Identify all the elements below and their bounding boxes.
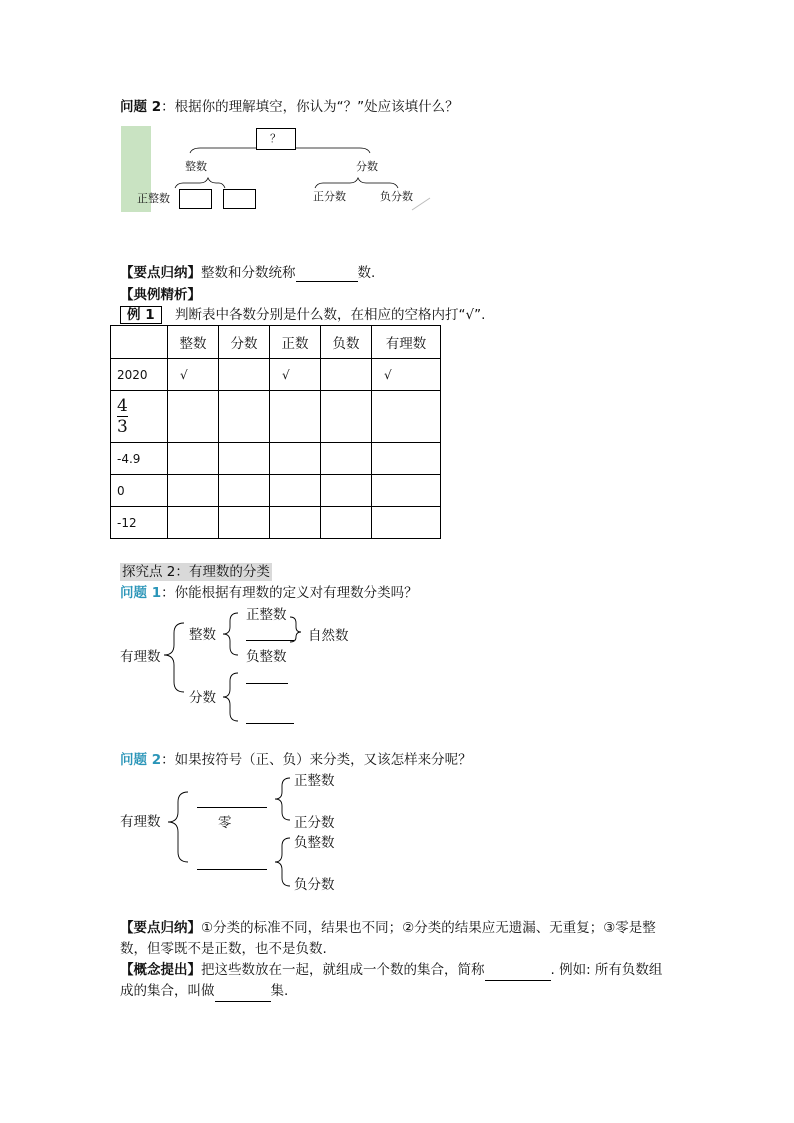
table-cell[interactable] — [270, 475, 321, 507]
question-text: ：你能根据有理数的定义对有理数分类吗？ — [161, 585, 418, 601]
summary-line-2: 数，但零既不是正数，也不是负数. — [120, 941, 327, 957]
fraction-four-thirds — [117, 397, 128, 436]
blank-box-2[interactable] — [223, 189, 256, 209]
tree2-zero: 零 — [218, 815, 232, 831]
table-cell[interactable] — [321, 507, 372, 539]
label-pos-integer: 正整数 — [137, 192, 170, 205]
table-cell[interactable] — [321, 443, 372, 475]
table-row — [111, 507, 441, 539]
question-1 — [120, 584, 418, 602]
summary-line-1: ①分类的标准不同，结果也不同；②分类的结果应无遗漏、无重复；③零是整 — [201, 920, 656, 936]
table-cell[interactable] — [168, 475, 219, 507]
concept-text-before: 把这些数放在一起，就组成一个数的集合，简称 — [201, 962, 485, 978]
summary-label: 【要点归纳】 — [120, 265, 201, 281]
row-label: -4.9 — [111, 443, 168, 475]
concept-text-mid: . 例如: 所有负数组 — [550, 962, 663, 978]
explore-heading: 探究点 2：有理数的分类 — [122, 564, 270, 580]
row-label — [111, 391, 168, 443]
table-cell[interactable] — [168, 507, 219, 539]
question-2-top — [120, 98, 459, 116]
summary-2 — [120, 918, 656, 960]
table-row — [111, 359, 441, 391]
brace-negative — [275, 838, 290, 886]
table-cell[interactable] — [168, 443, 219, 475]
label-pos-fraction: 正分数 — [313, 190, 346, 203]
tree1-neg-integer: 负整数 — [246, 649, 287, 665]
classification-table — [110, 325, 441, 539]
table-cell[interactable] — [168, 391, 219, 443]
tree1-blank-1[interactable] — [246, 670, 288, 684]
summary-label: 【要点归纳】 — [120, 920, 201, 936]
row-label: 0 — [111, 475, 168, 507]
row-label: -12 — [111, 507, 168, 539]
tree1-blank-2[interactable] — [246, 710, 294, 724]
concept-blank-1[interactable] — [485, 966, 551, 981]
brace-root — [168, 792, 188, 862]
brace-root — [164, 623, 184, 692]
tree1-root: 有理数 — [120, 649, 161, 665]
tree2-neg-integer: 负整数 — [294, 835, 335, 851]
table-cell[interactable] — [372, 507, 441, 539]
table-cell[interactable] — [219, 359, 270, 391]
tree2-pos-integer: 正整数 — [294, 773, 335, 789]
tree2-blank-positive[interactable] — [197, 794, 267, 808]
table-cell[interactable]: √ — [168, 359, 219, 391]
example-text: 判断表中各数分别是什么数，在相应的空格内打“√”. — [175, 307, 486, 323]
tree1-integer: 整数 — [189, 627, 216, 643]
tree1-fraction: 分数 — [189, 690, 216, 706]
table-cell[interactable] — [372, 475, 441, 507]
row-label: 2020 — [111, 359, 168, 391]
header-cell: 整数 — [168, 326, 219, 359]
concept-label: 【概念提出】 — [120, 962, 201, 978]
table-row — [111, 475, 441, 507]
brace-fraction — [223, 673, 238, 721]
header-cell — [111, 326, 168, 359]
tree2-blank-negative[interactable] — [197, 856, 267, 870]
tree2-root: 有理数 — [120, 814, 161, 830]
question-mark: ？ — [270, 132, 281, 145]
blank-box-1[interactable] — [179, 189, 212, 209]
table-cell[interactable] — [219, 475, 270, 507]
summary-blank[interactable] — [296, 267, 358, 282]
table-cell[interactable] — [321, 391, 372, 443]
tree2-pos-fraction: 正分数 — [294, 815, 335, 831]
tree1-pos-integer: 正整数 — [246, 607, 287, 623]
concept-paragraph — [120, 960, 662, 1002]
question-text: ：根据你的理解填空，你认为“？”处应该填什么？ — [161, 99, 459, 115]
decorative-line — [412, 198, 430, 210]
summary-1 — [120, 264, 375, 282]
header-cell: 有理数 — [372, 326, 441, 359]
tree1-natural: 自然数 — [308, 628, 349, 644]
fraction-denominator: 3 — [117, 417, 128, 437]
header-cell: 正数 — [270, 326, 321, 359]
table-cell[interactable] — [270, 507, 321, 539]
table-cell[interactable] — [321, 359, 372, 391]
table-cell[interactable] — [321, 475, 372, 507]
table-cell[interactable] — [219, 507, 270, 539]
label-fraction: 分数 — [356, 160, 378, 173]
table-cell[interactable] — [270, 391, 321, 443]
question-label: 问题 1 — [120, 585, 162, 601]
tree1-blank-zero[interactable] — [246, 627, 294, 641]
question-2 — [120, 751, 472, 769]
label-integer: 整数 — [185, 160, 207, 173]
table-header-row — [111, 326, 441, 359]
example-badge: 例 1 — [120, 306, 162, 324]
table-cell[interactable]: √ — [372, 359, 441, 391]
table-cell[interactable] — [372, 443, 441, 475]
header-cell: 分数 — [219, 326, 270, 359]
table-row — [111, 443, 441, 475]
summary-text-before: 整数和分数统称 — [201, 265, 296, 281]
table-cell[interactable] — [270, 443, 321, 475]
table-row — [111, 391, 441, 443]
question-label: 问题 2 — [120, 99, 162, 115]
label-neg-fraction: 负分数 — [380, 190, 413, 203]
concept-blank-2[interactable] — [215, 987, 271, 1002]
brace-positive — [275, 778, 290, 820]
question-text: ：如果按符号（正、负）来分类，又该怎样来分呢？ — [161, 752, 472, 768]
brace-fraction — [315, 178, 398, 188]
table-cell[interactable] — [219, 443, 270, 475]
table-cell[interactable] — [219, 391, 270, 443]
question-label: 问题 2 — [120, 752, 162, 768]
header-cell: 负数 — [321, 326, 372, 359]
classification-tree-2 — [160, 770, 310, 895]
concept-line2-before: 成的集合，叫做 — [120, 983, 215, 999]
brace-integer — [223, 613, 238, 655]
summary-text-after: 数. — [357, 265, 376, 281]
fraction-numerator: 4 — [117, 396, 128, 416]
examples-heading: 【典例精析】 — [120, 287, 201, 303]
table-cell[interactable] — [372, 391, 441, 443]
tree2-neg-fraction: 负分数 — [294, 877, 335, 893]
brace-integer — [175, 178, 225, 188]
table-cell[interactable]: √ — [270, 359, 321, 391]
concept-line2-after: 集. — [270, 983, 289, 999]
